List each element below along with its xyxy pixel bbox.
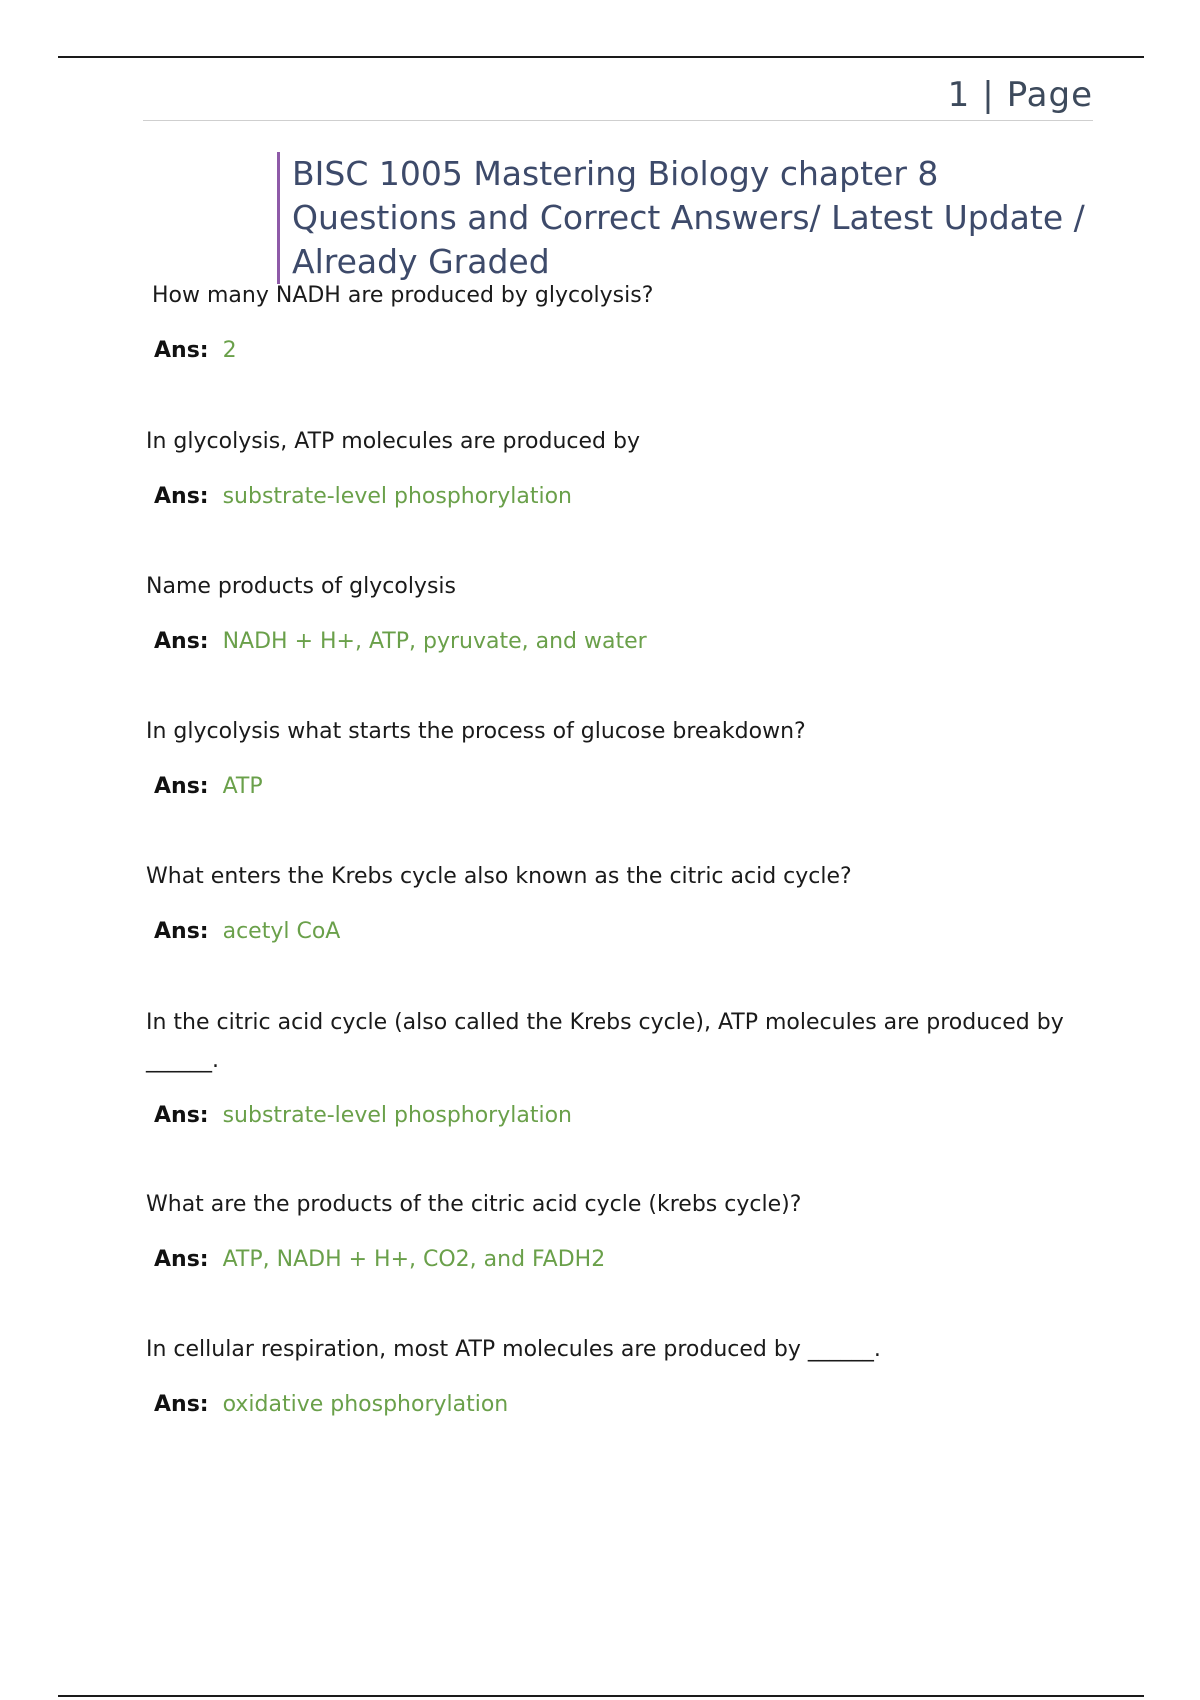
answer-label: Ans: [154, 629, 209, 654]
answer-text: ATP [222, 774, 263, 799]
qa-item [146, 1190, 1096, 1275]
answer-label: Ans: [154, 1392, 209, 1417]
bottom-rule [58, 1695, 1144, 1697]
qa-item [146, 862, 1096, 947]
answer-text: substrate-level phosphorylation [222, 1103, 572, 1128]
answer-label: Ans: [154, 484, 209, 509]
page-label: Page [1006, 75, 1093, 115]
answer-text: ATP, NADH + H+, CO2, and FADH2 [222, 1247, 606, 1272]
question-text: In glycolysis what starts the process of glucose breakdown? [146, 719, 806, 744]
page-header [143, 70, 1093, 121]
qa-item [146, 572, 1096, 657]
answer-row [154, 1390, 1096, 1420]
document-title [277, 152, 1122, 284]
question-text: What enters the Krebs cycle also known as the citric acid cycle? [146, 864, 852, 889]
title-line: BISC 1005 Mastering Biology chapter 8 [292, 154, 939, 193]
title-line: Questions and Correct Answers/ Latest Update / [292, 198, 1085, 237]
page-separator: | [982, 75, 995, 115]
question-text: How many NADH are produced by glycolysis? [152, 283, 654, 308]
question-text: In the citric acid cycle (also called the Krebs cycle), ATP molecules are produced by [146, 1010, 1064, 1035]
answer-text: acetyl CoA [222, 919, 341, 944]
title-line: Already Graded [292, 242, 550, 281]
question-blank: ______. [146, 1048, 219, 1073]
qa-item [146, 1335, 1096, 1420]
answer-text: 2 [222, 338, 237, 363]
answer-row [154, 1101, 1096, 1131]
answer-text: substrate-level phosphorylation [222, 484, 572, 509]
question-text: What are the products of the citric acid cycle (krebs cycle)? [146, 1192, 802, 1217]
answer-text: NADH + H+, ATP, pyruvate, and water [222, 629, 647, 654]
qa-item [146, 281, 1096, 366]
question-text: In cellular respiration, most ATP molecules are produced by ______. [146, 1337, 881, 1362]
answer-row [154, 917, 1096, 947]
answer-label: Ans: [154, 774, 209, 799]
question-text: Name products of glycolysis [146, 574, 456, 599]
answer-row [154, 1245, 1096, 1275]
answer-row [154, 482, 1096, 512]
answer-text: oxidative phosphorylation [222, 1392, 509, 1417]
answer-label: Ans: [154, 1247, 209, 1272]
answer-row [154, 772, 1096, 802]
answer-row [154, 627, 1096, 657]
answer-label: Ans: [154, 338, 209, 363]
question-text: In glycolysis, ATP molecules are produced by [146, 429, 640, 454]
answer-label: Ans: [154, 919, 209, 944]
qa-item [146, 427, 1096, 512]
answer-label: Ans: [154, 1103, 209, 1128]
qa-item [146, 1008, 1096, 1131]
answer-row [154, 336, 1096, 366]
page-number: 1 [947, 75, 971, 115]
top-rule [58, 56, 1144, 58]
qa-item [146, 717, 1096, 802]
